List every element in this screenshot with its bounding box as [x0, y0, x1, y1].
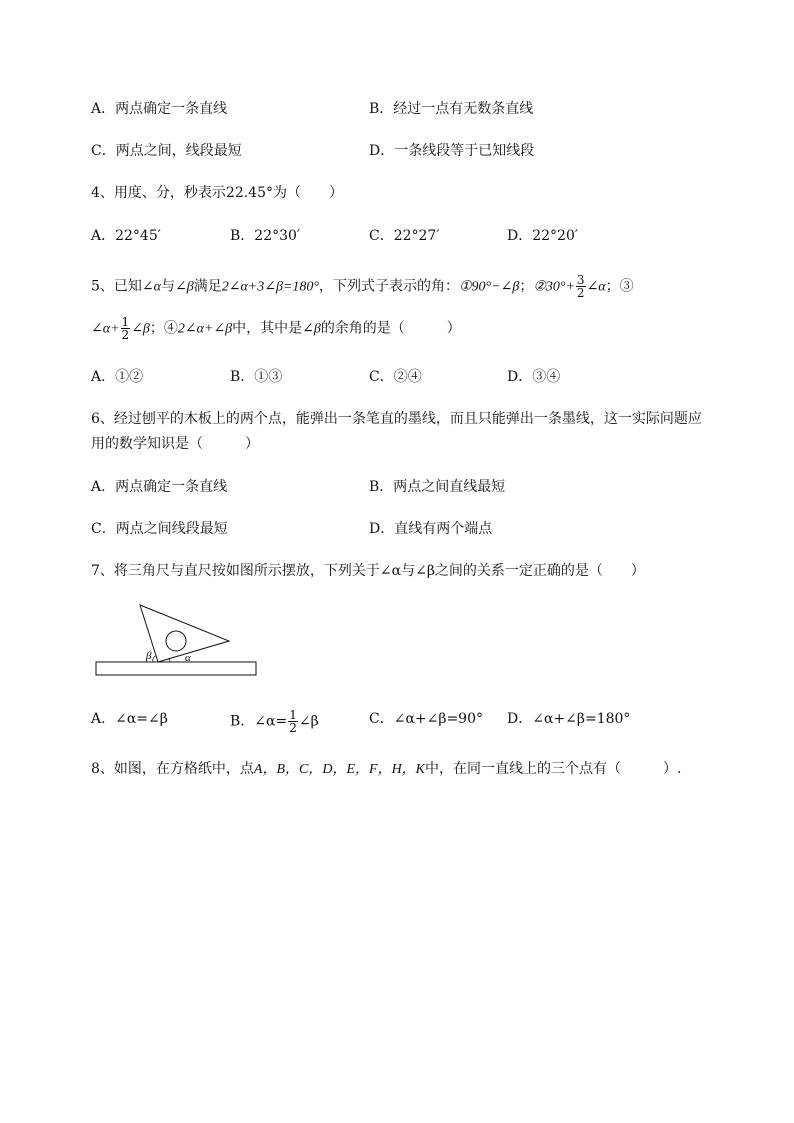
q4-option-d: D．22°20′ [507, 228, 579, 244]
q3-option-a: A．两点确定一条直线 [91, 101, 228, 117]
q7-option-b-fraction [288, 709, 298, 734]
q5-and: 与 [161, 278, 176, 295]
q5-fraction-3-2 [576, 274, 586, 299]
q7-option-a: A．∠α=∠β [91, 711, 168, 727]
q5-tail-c: 的余角的是（ ） [320, 320, 461, 337]
q5-label: 5、已知 [91, 278, 142, 295]
q3-option-b: B．经过一点有无数条直线 [369, 101, 534, 117]
q4-option-a: A．22°45′ [91, 228, 161, 244]
q5-beta: ∠β [175, 279, 194, 295]
q3-option-c: C．两点之间，线段最短 [91, 143, 242, 159]
q5-stem-line2 [91, 316, 461, 341]
q7-option-b-den: 2 [289, 721, 297, 735]
q7-option-b [230, 709, 319, 734]
q6-stem-line2: 用的数学知识是（ ） [91, 436, 259, 452]
q8-points: A，B，C，D，E，F，H，K [253, 762, 426, 777]
q5-condition: 2∠α+3∠β=180° [221, 279, 319, 295]
q5-frac3-den: 2 [121, 328, 130, 342]
q5-frac2-den: 2 [576, 286, 585, 300]
q7-stem: 7、将三角尺与直尺按如图所示摆放，下列关于∠α与∠β之间的关系一定正确的是（ ） [91, 563, 645, 579]
q8-stem [91, 759, 681, 780]
q5-option-b: B．①③ [230, 369, 283, 385]
q4-option-b: B．22°30′ [230, 228, 301, 244]
q5-expr3-b: ∠β [131, 321, 150, 337]
q7-option-b-num: 1 [289, 708, 297, 722]
q5-expr2-b: ∠α [586, 279, 606, 295]
q6-option-c: C．两点之间线段最短 [91, 521, 228, 537]
q5-fraction-1-2 [121, 316, 131, 341]
q6-stem-line1: 6、经过刨平的木板上的两个点，能弹出一条笔直的墨线，而且只能弹出一条墨线，这一实际问题应 [91, 411, 702, 427]
q5-sep1: ； [519, 278, 534, 295]
q6-option-b: B．两点之间直线最短 [369, 479, 506, 495]
q5-satisfy: 满足 [193, 278, 222, 295]
q6-option-d: D．直线有两个端点 [369, 521, 493, 537]
q5-expr2-a: ②30°+ [533, 279, 575, 295]
q5-expr4: 2∠α+∠β [177, 321, 233, 337]
q5-sep2: ；③ [605, 278, 634, 295]
alpha-label: α [185, 652, 191, 664]
q8-stem-a: 8、如图，在方格纸中，点 [91, 761, 254, 777]
q5-tail-beta: ∠β [302, 321, 321, 337]
q6-option-a: A．两点确定一条直线 [91, 479, 228, 495]
q7-option-d: D．∠α+∠β=180° [507, 711, 631, 727]
ruler-shape [96, 662, 256, 675]
q5-expr1: ①90°−∠β [459, 279, 520, 295]
q7-figure [90, 598, 262, 682]
triangle-hole-circle [166, 631, 186, 651]
q4-option-c: C．22°27′ [369, 228, 440, 244]
q5-frac3-num: 1 [121, 315, 130, 329]
q5-alpha: ∠α [141, 279, 162, 295]
beta-arc [153, 656, 155, 662]
q5-expr3-a: ∠α+ [91, 321, 120, 337]
q7-option-c: C．∠α+∠β=90° [369, 711, 483, 727]
q5-option-c: C．②④ [369, 369, 422, 385]
q4-stem: 4、用度、分，秒表示22.45°为（ ） [91, 185, 343, 201]
q7-option-b-lhs: B．∠α= [230, 713, 288, 730]
q5-mid: ，下列式子表示的角： [319, 278, 459, 295]
q7-option-b-rhs: ∠β [298, 713, 319, 730]
q5-option-d: D．③④ [507, 369, 561, 385]
beta-label: β [146, 650, 152, 662]
q5-tail-a: 中，其中是 [232, 320, 303, 337]
q5-option-a: A．①② [91, 369, 144, 385]
q3-option-d: D．一条线段等于已知线段 [369, 143, 535, 159]
q5-sep3: ；④ [149, 320, 178, 337]
q8-stem-b: 中，在同一直线上的三个点有（ ）. [425, 761, 682, 777]
q5-frac2-num: 3 [576, 273, 585, 287]
q5-stem-line1 [91, 274, 634, 299]
